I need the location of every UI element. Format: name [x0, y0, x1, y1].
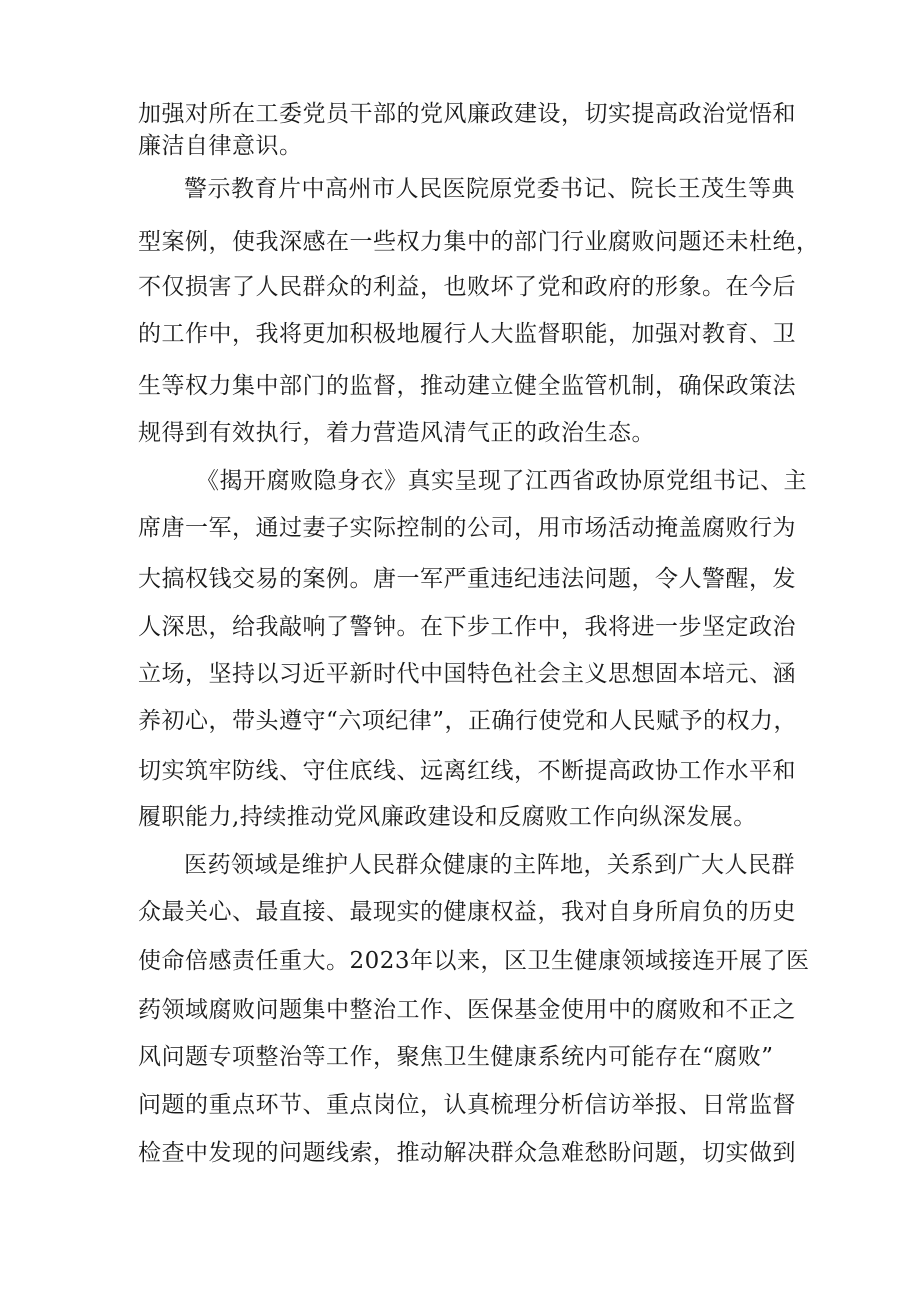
text-line: 立场，坚持以习近平新时代中国特色社会主义思想固本培元、涵: [138, 661, 796, 687]
text-line: 问题的重点环节、重点岗位，认真梳理分析信访举报、日常监督: [138, 1092, 796, 1118]
text-line: 检查中发现的问题线索，推动解决群众急难愁盼问题，切实做到: [138, 1140, 796, 1166]
text-line: 药领域腐败问题集中整治工作、医保基金使用中的腐败和不正之: [138, 997, 796, 1023]
text-line: 养初心，带头遵守“六项纪律”，正确行使党和人民赋予的权力，: [138, 708, 798, 734]
text-line: 风问题专项整治等工作，聚焦卫生健康系统内可能存在“腐败”: [138, 1044, 774, 1070]
text-line: 加强对所在工委党员干部的党风廉政建设，切实提高政治觉悟和: [138, 101, 796, 127]
text-line: 规得到有效执行，着力营造风清气正的政治生态。: [138, 420, 655, 446]
text-line: 型案例，使我深感在一些权力集中的部门行业腐败问题还未杜绝，: [138, 229, 820, 255]
text-line: 使命倍感责任重大。2023年以来，区卫生健康领域接连开展了医: [138, 948, 810, 974]
text-line: 大搞权钱交易的案例。唐一军严重违纪违法问题，令人警醒，发: [138, 566, 796, 592]
text-line: 廉洁自律意识。: [138, 133, 303, 159]
text-line: 人深思，给我敲响了警钟。在下步工作中，我将进一步坚定政治: [138, 614, 796, 640]
text-line: 不仅损害了人民群众的利益，也败坏了党和政府的形象。在今后: [138, 274, 796, 300]
text-line: 《揭开腐败隐身衣》真实呈现了江西省政协原党组书记、主: [196, 468, 807, 494]
text-line: 医药领域是维护人民群众健康的主阵地，关系到广大人民群: [184, 852, 795, 878]
text-line: 生等权力集中部门的监督，推动建立健全监管机制，确保政策法: [138, 373, 796, 399]
text-line: 履职能力,持续推动党风廉政建设和反腐败工作向纵深发展。: [138, 804, 757, 830]
text-line: 的工作中，我将更加积极地履行人大监督职能，加强对教育、卫: [138, 321, 796, 347]
text-line: 警示教育片中高州市人民医院原党委书记、院长王茂生等典: [184, 176, 795, 202]
text-line: 席唐一军，通过妻子实际控制的公司，用市场活动掩盖腐败行为: [138, 515, 796, 541]
text-line: 切实筑牢防线、守住底线、远离红线，不断提高政协工作水平和: [138, 758, 796, 784]
text-line: 众最关心、最直接、最现实的健康权益，我对自身所肩负的历史: [138, 899, 796, 925]
